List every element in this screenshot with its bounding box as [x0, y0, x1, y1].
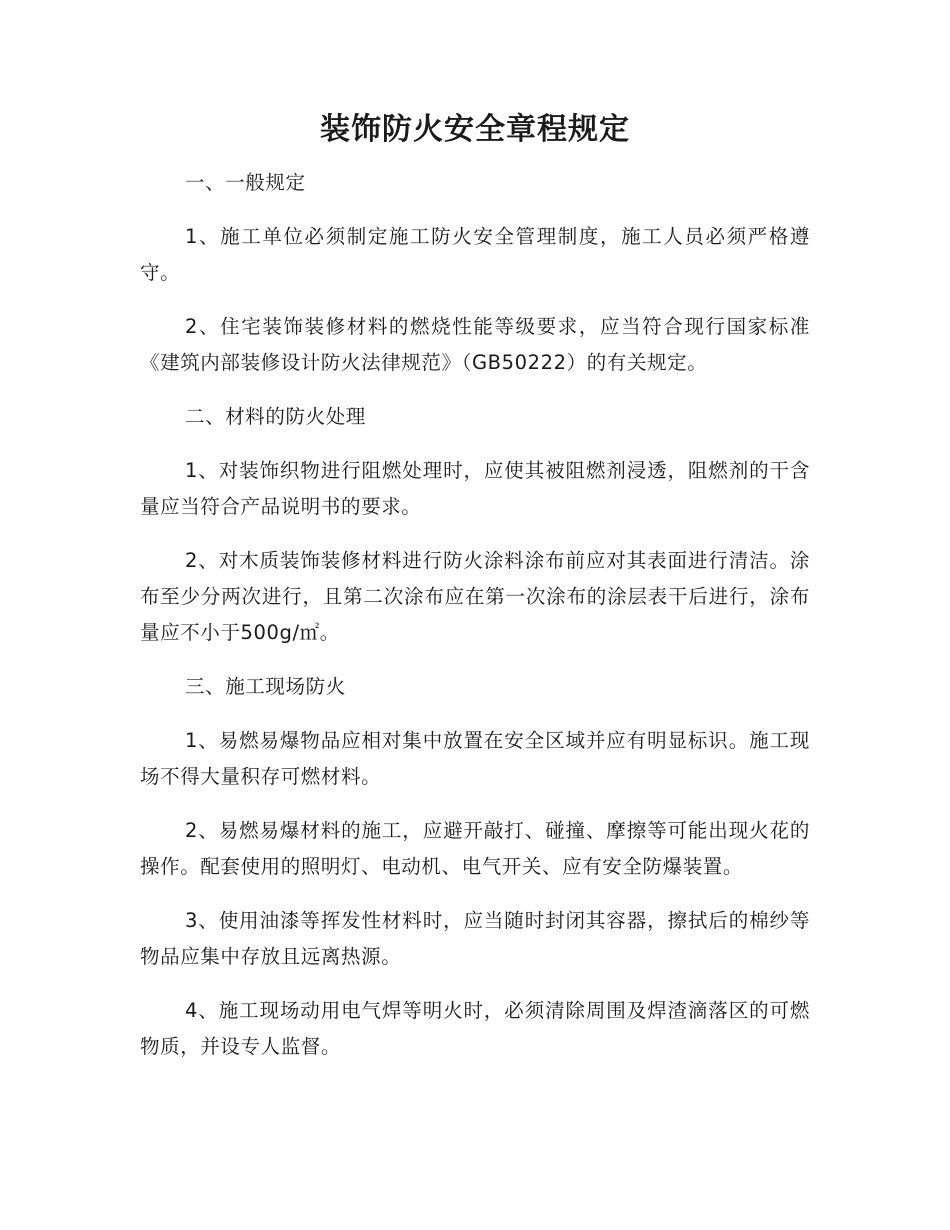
paragraph: 2、对木质装饰装修材料进行防火涂料涂布前应对其表面进行清洁。涂布至少分两次进行，且第二次涂布应在第一次涂布的涂层表干后进行，涂布量应不小于500g/㎡。	[140, 549, 810, 644]
paragraph: 1、对装饰织物进行阻燃处理时，应使其被阻燃剂浸透，阻燃剂的干含量应当符合产品说明书的要求。	[140, 459, 810, 518]
section-heading-general: 一、一般规定	[185, 171, 306, 194]
paragraph: 2、易燃易爆材料的施工，应避开敲打、碰撞、摩擦等可能出现火花的操作。配套使用的照明灯、电动机、电气开关、应有安全防爆装置。	[140, 819, 810, 878]
section-heading-site: 三、施工现场防火	[185, 675, 346, 698]
document-body	[140, 165, 810, 1083]
section-heading-materials: 二、材料的防火处理	[185, 405, 366, 428]
paragraph: 2、住宅装饰装修材料的燃烧性能等级要求，应当符合现行国家标准《建筑内部装修设计防火法律规范》（GB50222）的有关规定。	[140, 315, 810, 374]
paragraph: 3、使用油漆等挥发性材料时，应当随时封闭其容器，擦拭后的棉纱等物品应集中存放且远离热源。	[140, 909, 810, 968]
paragraph: 4、施工现场动用电气焊等明火时，必须清除周围及焊渣滴落区的可燃物质，并设专人监督。	[140, 999, 810, 1058]
paragraph: 1、施工单位必须制定施工防火安全管理制度，施工人员必须严格遵守。	[140, 225, 810, 284]
document-title: 装饰防火安全章程规定	[320, 112, 630, 147]
paragraph: 1、易燃易爆物品应相对集中放置在安全区域并应有明显标识。施工现场不得大量积存可燃材料。	[140, 729, 810, 788]
